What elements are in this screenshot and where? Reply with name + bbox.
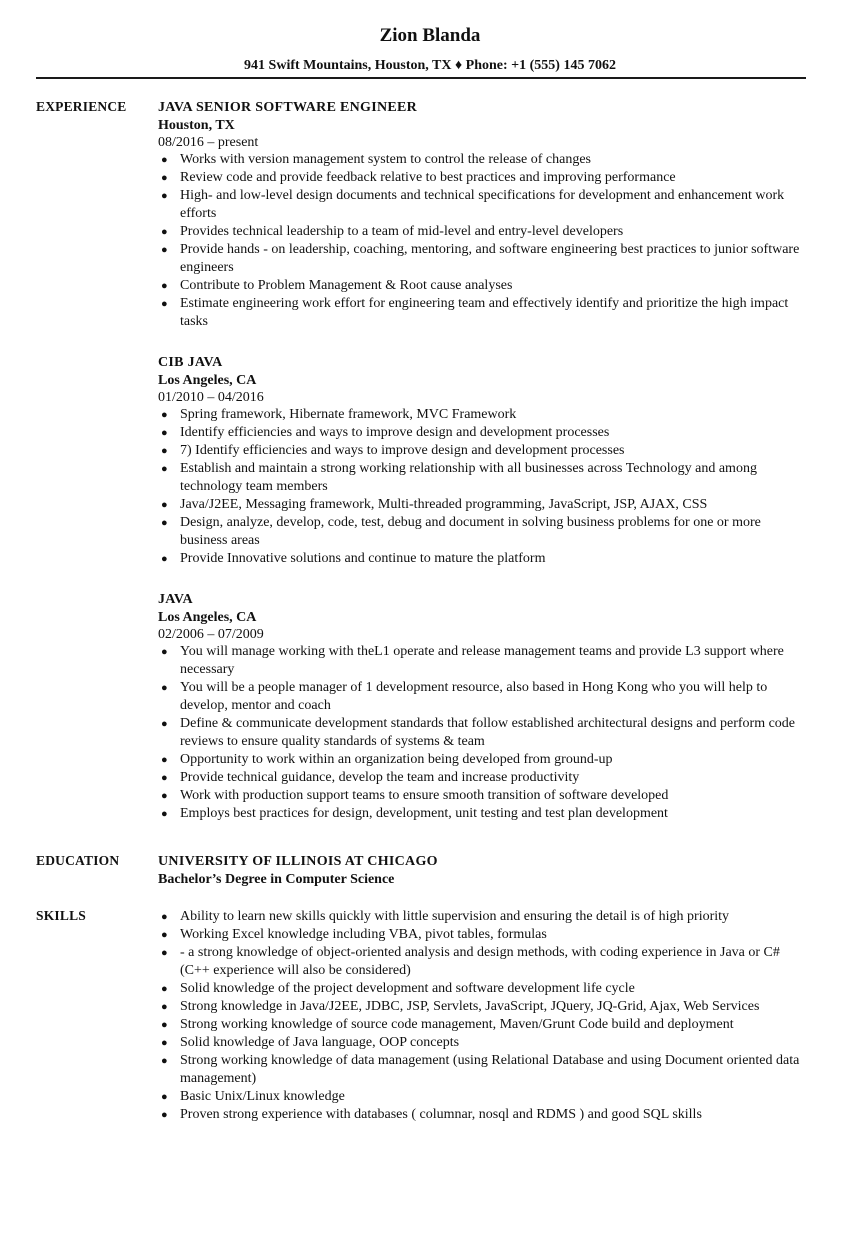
- list-item: [158, 944, 808, 980]
- bullet-text: You will manage working with theL1 operate and release management teams and provide L3 support where necessary: [180, 644, 784, 677]
- list-item: [158, 442, 808, 460]
- candidate-name: Zion Blanda: [379, 25, 481, 46]
- bullet-text: Solid knowledge of Java language, OOP concepts: [180, 1035, 460, 1050]
- bullet-text: You will be a people manager of 1 development resource, also based in Hong Kong who you will help to develop, mentor and coach: [180, 680, 768, 713]
- bullet-icon: ●: [161, 790, 168, 802]
- education-entry: [158, 853, 808, 889]
- job-title: JAVA SENIOR SOFTWARE ENGINEER: [158, 100, 418, 115]
- bullet-icon: ●: [161, 517, 168, 529]
- bullet-text: Basic Unix/Linux knowledge: [180, 1089, 345, 1104]
- list-item: [158, 496, 808, 514]
- bullet-text: Review code and provide feedback relative to best practices and improving performance: [180, 170, 676, 185]
- bullet-text: Provide Innovative solutions and continue to mature the platform: [180, 551, 546, 566]
- job-dates: 01/2010 – 04/2016: [158, 390, 264, 405]
- list-item: [158, 1088, 808, 1106]
- bullet-text: 7) Identify efficiencies and ways to improve design and development processes: [180, 443, 625, 458]
- bullet-icon: ●: [161, 1001, 168, 1013]
- bullet-text: Working Excel knowledge including VBA, pivot tables, formulas: [180, 927, 547, 942]
- experience-list: [158, 99, 808, 846]
- bullet-text: Works with version management system to control the release of changes: [180, 152, 591, 167]
- header-divider: [36, 77, 806, 79]
- job-entry: [158, 99, 808, 331]
- bullet-text: Strong knowledge in Java/J2EE, JDBC, JSP, Servlets, JavaScript, JQuery, JQ-Grid, Ajax, Web Services: [180, 999, 760, 1014]
- bullet-icon: ●: [161, 682, 168, 694]
- list-item: [158, 295, 808, 331]
- bullet-icon: ●: [161, 718, 168, 730]
- bullet-text: Provide technical guidance, develop the team and increase productivity: [180, 770, 580, 785]
- list-item: [158, 980, 808, 998]
- bullet-text: Design, analyze, develop, code, test, debug and document in solving business problems for one or more business areas: [180, 515, 761, 548]
- bullet-icon: ●: [161, 463, 168, 475]
- job-title: JAVA: [158, 592, 193, 607]
- list-item: [158, 679, 808, 715]
- job-dates: 02/2006 – 07/2009: [158, 627, 264, 642]
- contact-line: 941 Swift Mountains, Houston, TX ♦ Phone: +1 (555) 145 7062: [244, 58, 616, 73]
- list-item: [158, 1034, 808, 1052]
- job-location: Houston, TX: [158, 118, 235, 133]
- list-item: [158, 787, 808, 805]
- list-item: [158, 187, 808, 223]
- bullet-text: Ability to learn new skills quickly with little supervision and ensuring the detail is of high priority: [180, 909, 730, 924]
- bullet-text: Contribute to Problem Management & Root cause analyses: [180, 278, 513, 293]
- bullet-icon: ●: [161, 983, 168, 995]
- job-title: CIB JAVA: [158, 355, 223, 370]
- bullet-icon: ●: [161, 280, 168, 292]
- job-entry: [158, 591, 808, 823]
- degree: Bachelor’s Degree in Computer Science: [158, 872, 395, 887]
- list-item: [158, 805, 808, 823]
- job-bullets: [158, 406, 808, 568]
- bullet-icon: ●: [161, 244, 168, 256]
- bullet-text: Employs best practices for design, development, unit testing and test plan development: [180, 806, 668, 821]
- bullet-icon: ●: [161, 646, 168, 658]
- bullet-text: - a strong knowledge of object-oriented analysis and design methods, with coding experience in Java or C# (C++ experience will also be considered): [180, 945, 780, 978]
- job-dates: 08/2016 – present: [158, 135, 259, 150]
- bullet-icon: ●: [161, 226, 168, 238]
- bullet-text: Solid knowledge of the project development and software development life cycle: [180, 981, 635, 996]
- bullet-text: Define & communicate development standards that follow established architectural designs and perform code reviews to ensure quality standards of systems & team: [180, 716, 796, 749]
- bullet-icon: ●: [161, 911, 168, 923]
- bullet-icon: ●: [161, 1037, 168, 1049]
- bullet-icon: ●: [161, 754, 168, 766]
- list-item: [158, 424, 808, 442]
- list-item: [158, 715, 808, 751]
- bullet-icon: ●: [161, 1109, 168, 1121]
- job-bullets: [158, 643, 808, 823]
- section-label-experience: EXPERIENCE: [36, 99, 127, 114]
- bullet-icon: ●: [161, 772, 168, 784]
- bullet-text: Spring framework, Hibernate framework, MVC Framework: [180, 407, 517, 422]
- job-location: Los Angeles, CA: [158, 610, 257, 625]
- list-item: [158, 460, 808, 496]
- job-location: Los Angeles, CA: [158, 373, 257, 388]
- bullet-icon: ●: [161, 553, 168, 565]
- list-item: [158, 998, 808, 1016]
- list-item: [158, 1052, 808, 1088]
- bullet-icon: ●: [161, 1091, 168, 1103]
- bullet-icon: ●: [161, 1019, 168, 1031]
- bullet-icon: ●: [161, 499, 168, 511]
- bullet-text: Strong working knowledge of source code management, Maven/Grunt Code build and deployment: [180, 1017, 734, 1032]
- bullet-icon: ●: [161, 445, 168, 457]
- list-item: [158, 1106, 808, 1124]
- list-item: [158, 550, 808, 568]
- skills-list-wrap: [158, 908, 808, 1124]
- list-item: [158, 241, 808, 277]
- bullet-text: Strong working knowledge of data management (using Relational Database and using Document oriented data management): [180, 1053, 800, 1086]
- list-item: [158, 926, 808, 944]
- bullet-text: Java/J2EE, Messaging framework, Multi-threaded programming, JavaScript, JSP, AJAX, CSS: [180, 497, 708, 512]
- list-item: [158, 514, 808, 550]
- bullet-icon: ●: [161, 1055, 168, 1067]
- bullet-icon: ●: [161, 427, 168, 439]
- list-item: [158, 151, 808, 169]
- list-item: [158, 223, 808, 241]
- bullet-icon: ●: [161, 190, 168, 202]
- bullet-text: Work with production support teams to ensure smooth transition of software developed: [180, 788, 669, 803]
- bullet-icon: ●: [161, 947, 168, 959]
- bullet-text: Proven strong experience with databases ( columnar, nosql and RDMS ) and good SQL skills: [180, 1107, 702, 1122]
- bullet-icon: ●: [161, 808, 168, 820]
- bullet-text: Opportunity to work within an organization being developed from ground-up: [180, 752, 613, 767]
- section-label-education: EDUCATION: [36, 853, 120, 868]
- list-item: [158, 1016, 808, 1034]
- bullet-text: Provide hands - on leadership, coaching, mentoring, and software engineering best practices to junior software engineers: [180, 242, 800, 275]
- list-item: [158, 751, 808, 769]
- school-name: UNIVERSITY OF ILLINOIS AT CHICAGO: [158, 854, 438, 869]
- job-bullets: [158, 151, 808, 331]
- list-item: [158, 277, 808, 295]
- section-label-skills: SKILLS: [36, 908, 86, 923]
- bullet-text: Identify efficiencies and ways to improve design and development processes: [180, 425, 610, 440]
- bullet-icon: ●: [161, 154, 168, 166]
- list-item: [158, 169, 808, 187]
- bullet-icon: ●: [161, 298, 168, 310]
- bullet-text: Provides technical leadership to a team of mid-level and entry-level developers: [180, 224, 624, 239]
- list-item: [158, 908, 808, 926]
- skills-list: [158, 908, 808, 1124]
- list-item: [158, 406, 808, 424]
- list-item: [158, 769, 808, 787]
- job-entry: [158, 354, 808, 568]
- bullet-text: High- and low-level design documents and technical specifications for development and enhancement work efforts: [180, 188, 785, 221]
- bullet-text: Estimate engineering work effort for engineering team and effectively identify and prioritize the high impact tasks: [180, 296, 789, 329]
- bullet-icon: ●: [161, 929, 168, 941]
- list-item: [158, 643, 808, 679]
- bullet-icon: ●: [161, 409, 168, 421]
- resume-header: [0, 24, 860, 74]
- bullet-icon: ●: [161, 172, 168, 184]
- bullet-text: Establish and maintain a strong working relationship with all businesses across Technology and among technology team members: [180, 461, 757, 494]
